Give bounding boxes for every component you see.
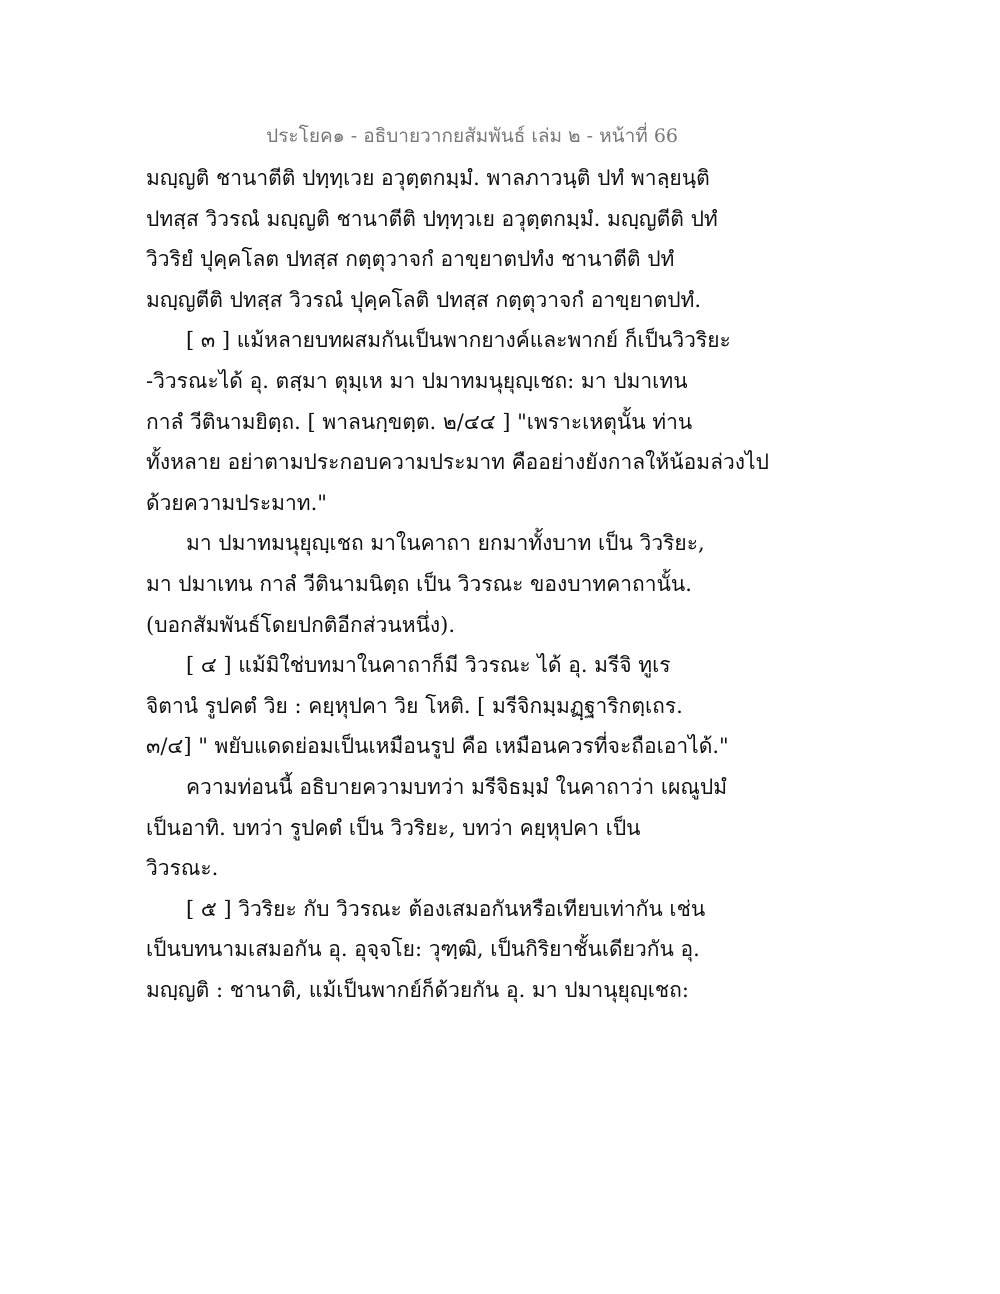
text-line: ๓/๔] " พยับแดดย่อมเป็นเหมือนรูป คือ เหมือนควรที่จะถือเอาได้." xyxy=(146,734,729,759)
page-header: ประโยค๑ - อธิบายวากยสัมพันธ์ เล่ม ๒ - หน้าที่ 66 xyxy=(266,125,678,147)
text-line: เป็นอาทิ. บทว่า รูปคตํ เป็น วิวริยะ, บทว่า คยฺหุปคา เป็น xyxy=(146,815,641,840)
text-line: ความท่อนนี้ อธิบายความบทว่า มรีจิธมฺมํ ในคาถาว่า เผณูปมํ xyxy=(186,774,728,799)
text-line: มา ปมาทมนุยุญฺเชถ มาในคาถา ยกมาทั้งบาท เป็น วิวริยะ, xyxy=(186,531,705,556)
text-line: วิวริยํ ปุคฺคโลต ปทสฺส กตฺตุวาจกํ อาขฺยาตปทํง ชานาตีติ ปทํ xyxy=(146,247,675,272)
text-line: มญฺญตีติ ปทสฺส วิวรณํ ปุคฺคโลติ ปทสฺส กตฺตุวาจกํ อาขฺยาตปทํ. xyxy=(146,287,702,312)
text-line: [ ๕ ] วิวริยะ กับ วิวรณะ ต้องเสมอกันหรือเทียบเท่ากัน เช่น xyxy=(186,896,706,921)
text-line: วิวรณะ. xyxy=(146,856,219,881)
text-line: (บอกสัมพันธ์โดยปกติอีกส่วนหนึ่ง). xyxy=(146,612,456,637)
text-line: -วิวรณะได้ อุ. ตสฺมา ตุมฺเห มา ปมาทมนุยุญฺเชถ: มา ปมาเทน xyxy=(146,368,688,393)
text-line: [ ๔ ] แม้มิใช่บทมาในคาถาก็มี วิวรณะ ได้ อุ. มรีจิ ทูเร xyxy=(186,653,671,678)
text-line: มา ปมาเทน กาลํ วีตินามนิตฺถ เป็น วิวรณะ ของบาทคาถานั้น. xyxy=(146,571,692,596)
text-line: เป็นบทนามเสมอกัน อุ. อุจฺจโย: วุฑฺฒิ, เป็นกิริยาชั้นเดียวกัน อุ. xyxy=(146,937,700,962)
text-line: มญฺญติ ชานาตีติ ปทฺทฺเวย อวุตฺตกมฺมํ. พาลภาวนฺติ ปทํ พาลฺยนฺติ xyxy=(146,166,710,190)
body-text xyxy=(146,158,769,1010)
text-line: จิตานํ รูปคตํ วิย : คยฺหุปคา วิย โหติ. [ มรีจิกมฺมฏฺฐาริกตฺเถร. xyxy=(146,693,683,718)
text-line: มญฺญติ : ชานาติ, แม้เป็นพากย์ก็ด้วยกัน อุ. มา ปมานุยุญฺเชถ: xyxy=(146,977,689,1002)
text-line: ด้วยความประมาท." xyxy=(146,490,327,515)
text-line: ทั้งหลาย อย่าตามประกอบความประมาท คืออย่างยังกาลให้น้อมล่วงไป xyxy=(146,450,769,475)
text-line: กาลํ วีตินามยิตฺถ. [ พาลนกฺขตฺต. ๒/๔๔ ] "เพราะเหตุนั้น ท่าน xyxy=(146,409,693,434)
text-line: ปทสฺส วิวรณํ มญฺญติ ชานาตีติ ปทฺทฺวเย อวุตฺตกมฺมํ. มญฺญตีติ ปทํ xyxy=(146,206,718,231)
text-line: [ ๓ ] แม้หลายบทผสมกันเป็นพากยางค์และพากย์ ก็เป็นวิวริยะ xyxy=(186,328,731,353)
